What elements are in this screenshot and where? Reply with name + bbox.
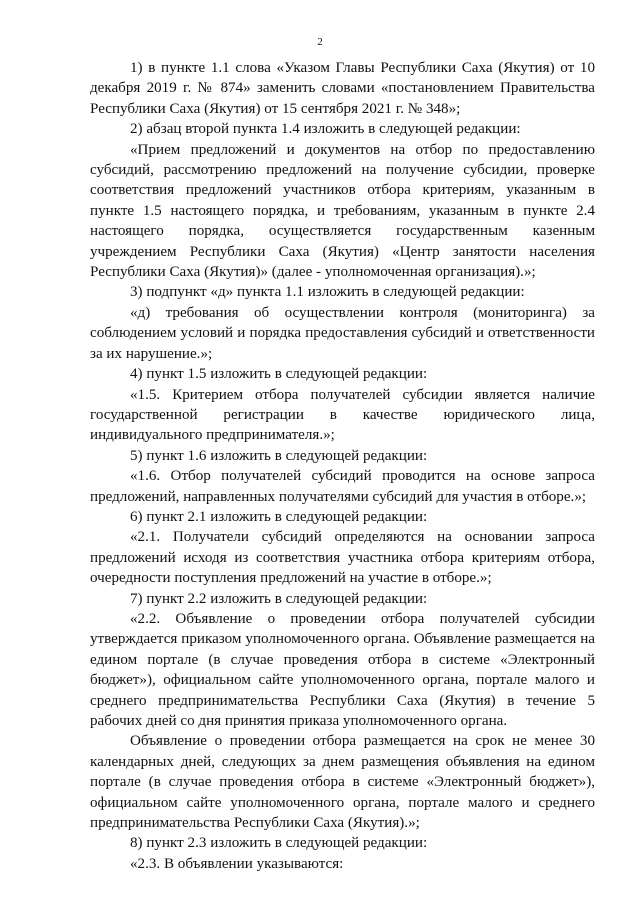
paragraph-16: «2.3. В объявлении указываются: [130, 855, 344, 872]
page-number: 2 [317, 36, 323, 48]
paragraph-9: «1.6. Отбор получателей субсидий проводится на основе запроса предложений, направленных получателями субсидий для участия в отборе.»; [90, 468, 595, 505]
paragraph-12: 7) пункт 2.2 изложить в следующей редакции: [130, 590, 428, 607]
paragraph-10: 6) пункт 2.1 изложить в следующей редакции: [130, 508, 428, 525]
paragraph-14: Объявление о проведении отбора размещается на срок не менее 30 календарных дней, следующих за днем размещения объявления на едином портале (в случае проведения отбора в системе «Электронный бюджет»), официальном сайте уполномоченного органа, портале малого и среднего предпринимательства Республики Саха (Якутия).»; [90, 733, 595, 832]
paragraph-1: 1) в пункте 1.1 слова «Указом Главы Республики Саха (Якутия) от 10 декабря 2019 г. № 874» заменить словами «постановлением Правительства Республики Саха (Якутия) от 15 сентября 2021 г. № 348»; [90, 60, 595, 117]
paragraph-2: 2) абзац второй пункта 1.4 изложить в следующей редакции: [130, 121, 521, 138]
paragraph-7: «1.5. Критерием отбора получателей субсидии является наличие государственной регистрации в качестве юридического лица, индивидуального предпринимателя.»; [90, 386, 595, 444]
document-body [90, 58, 595, 874]
paragraph-8: 5) пункт 1.6 изложить в следующей редакции: [130, 447, 428, 464]
paragraph-15: 8) пункт 2.3 изложить в следующей редакции: [130, 835, 428, 852]
paragraph-3: «Прием предложений и документов на отбор по предоставлению субсидий, рассмотрению предложений на получение субсидии, проверке соответствия предложений участников отбора критериям, указанным в пункте 1.5 настоящего порядка, и требованиям, указанным в пункте 2.4 настоящего порядка, осуществляется государственным казенным учреждением Республики Саха (Якутия) «Центр занятости населения Республики Саха (Якутия)» (далее - уполномоченная организация).»; [90, 141, 595, 281]
paragraph-5: «д) требования об осуществлении контроля (мониторинга) за соблюдением условий и порядка предоставления субсидий и ответственности за их нарушение.»; [90, 304, 595, 362]
paragraph-11: «2.1. Получатели субсидий определяются на основании запроса предложений исходя из соответствия участника отбора критериям отбора, очередности поступления предложений на участие в отборе.»; [90, 529, 595, 587]
paragraph-4: 3) подпункт «д» пункта 1.1 изложить в следующей редакции: [130, 284, 525, 301]
paragraph-6: 4) пункт 1.5 изложить в следующей редакции: [130, 366, 428, 383]
paragraph-13: «2.2. Объявление о проведении отбора получателей субсидии утверждается приказом уполномоченного органа. Объявление размещается на едином портале (в случае проведения отбора в системе «Электронный бюджет»), официальном сайте уполномоченного органа, портале малого и среднего предпринимательства Республики Саха (Якутия) в течение 5 рабочих дней со дня принятия приказа уполномоченного органа. [90, 610, 595, 729]
